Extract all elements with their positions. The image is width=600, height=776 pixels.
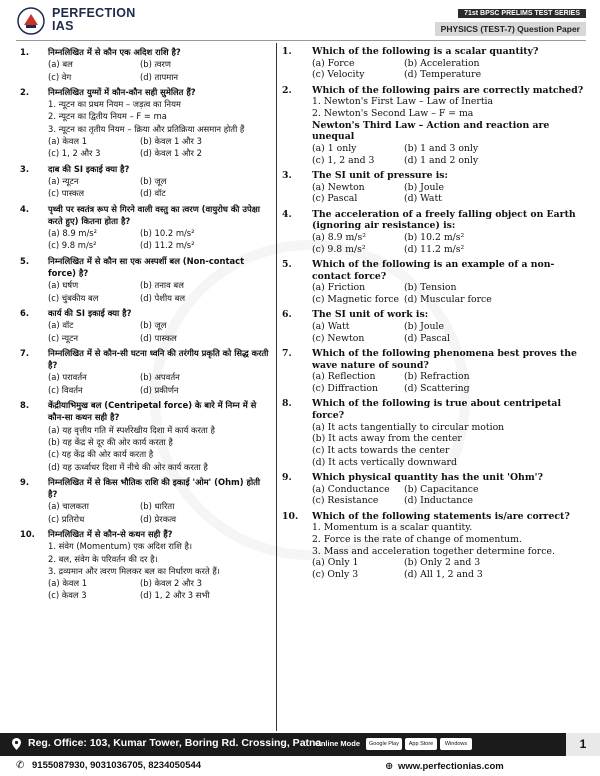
question-text: The SI unit of work is: [312, 309, 429, 321]
answer-option: (b) Acceleration [404, 57, 480, 69]
question-item [14, 86, 272, 160]
options-grid [312, 557, 586, 580]
answer-option: (c) 9.8 m/s² [312, 243, 366, 255]
answer-option: (b) त्वरण [140, 59, 171, 70]
question-number: 6. [20, 307, 30, 318]
options-grid [312, 182, 586, 205]
question-text: निम्नलिखित में से कौन-सी घटना ध्वनि की तरंगीय प्रकृति को सिद्ध करती है? [48, 347, 269, 371]
question-number: 4. [282, 208, 292, 220]
answer-option: (d) वॉट [140, 188, 166, 199]
answer-option: (c) न्यूटन [48, 332, 78, 343]
answer-option: (a) Newton [312, 181, 365, 193]
answer-option: (d) तापमान [140, 71, 179, 82]
answer-option: (c) प्रतिरोध [48, 513, 85, 524]
answer-option: (b) तनाव बल [140, 280, 184, 291]
question-number: 5. [282, 258, 292, 270]
location-pin-icon [12, 738, 21, 750]
question-number: 1. [282, 46, 292, 57]
answer-option: (a) न्यूटन [48, 175, 79, 186]
answer-option: (c) 9.8 m/s² [48, 240, 97, 251]
question-item [14, 46, 272, 83]
app-store-badge[interactable]: App Store [405, 738, 437, 750]
answer-option: (a) Conductance [312, 483, 390, 495]
answer-option: (a) It acts tangentially to circular motion [312, 421, 505, 433]
question-text: 3. न्यूटन का तृतीय नियम – क्रिया और प्रतिक्रिया असमान होती हैं [48, 123, 245, 134]
answer-option: (b) अपवर्तन [140, 372, 180, 383]
question-body [312, 398, 586, 468]
answer-option: (b) 10.2 m/s² [404, 232, 465, 244]
options-grid [48, 58, 272, 83]
options-grid [48, 500, 272, 525]
question-text: Which of the following is an example of a non-contact force? [312, 258, 555, 282]
answer-option: (b) जूल [140, 175, 167, 186]
question-body [312, 170, 586, 205]
answer-option: (a) Only 1 [312, 557, 359, 569]
answer-option: (c) Resistance [312, 495, 379, 507]
answer-option: (d) केवल 1 और 2 [140, 148, 202, 159]
answer-option: (d) Watt [404, 193, 442, 205]
answer-option: (c) Velocity [312, 69, 365, 81]
question-body [312, 511, 586, 581]
answer-option: (b) केवल 1 और 3 [140, 136, 202, 147]
answer-option: (b) Joule [404, 181, 444, 193]
paper-title: PHYSICS (TEST-7) Question Paper [435, 22, 586, 36]
options-grid [48, 175, 272, 200]
question-body [312, 309, 586, 344]
question-item [14, 528, 272, 602]
question-item [282, 511, 586, 581]
question-number: 9. [20, 476, 30, 487]
question-text: Which of the following pairs are correctly matched? [312, 84, 584, 96]
options-grid [48, 279, 272, 304]
answer-option: (c) 1, 2 and 3 [312, 154, 375, 166]
question-item [14, 255, 272, 304]
question-text: 1. न्यूटन का प्रथम नियम – जड़त्व का नियम [48, 99, 181, 110]
phone-numbers: 9155087930, 9031036705, 8234050544 [32, 760, 202, 771]
answer-option: (d) All 1, 2 and 3 [404, 569, 483, 581]
question-item [282, 259, 586, 306]
options-grid [312, 143, 586, 166]
perfection-ias-logo-icon [16, 6, 46, 36]
question-body [48, 399, 272, 473]
question-body [312, 46, 586, 81]
question-number: 2. [282, 84, 292, 96]
answer-option: (a) 8.9 m/s² [312, 232, 366, 244]
answer-option: (b) 1 and 3 only [404, 143, 479, 155]
options-grid [312, 371, 586, 394]
question-number: 7. [282, 347, 292, 359]
question-number: 9. [282, 471, 292, 483]
options-grid [48, 371, 272, 396]
answer-option: (c) Pascal [312, 193, 358, 205]
question-body [48, 46, 272, 83]
question-text: पृथ्वी पर स्वतंत्र रूप से गिरने वाली वस्तु का त्वरण (वायुरोध की उपेक्षा करते हुए) कितना होता है? [48, 203, 260, 226]
question-body [312, 348, 586, 395]
answer-option: (a) चालकता [48, 501, 89, 512]
answer-option: (a) घर्षण [48, 280, 79, 291]
answer-option: (d) प्रकीर्णन [140, 384, 179, 395]
answer-option: (c) Only 3 [312, 569, 359, 581]
options-grid [312, 321, 586, 344]
answer-option: (d) Scattering [404, 382, 470, 394]
answer-option: (a) Force [312, 57, 355, 69]
globe-icon: ⊕ [385, 761, 394, 772]
answer-option: (b) यह केंद्र से दूर की ओर कार्य करता है [48, 436, 173, 447]
question-item [282, 85, 586, 167]
question-body [48, 163, 272, 200]
question-item [14, 476, 272, 525]
column-divider [276, 43, 277, 731]
answer-option: (a) 1 only [312, 143, 357, 155]
question-body [312, 259, 586, 306]
windows-badge[interactable]: Windows [440, 738, 472, 750]
question-body [48, 203, 272, 252]
page-header [0, 0, 600, 44]
answer-option: (a) केवल 1 [48, 578, 88, 589]
answer-option: (a) 8.9 m/s² [48, 228, 98, 239]
question-number: 10. [282, 510, 299, 522]
question-text: निम्नलिखित में से कौन एक अदिश राशि है? [48, 47, 181, 57]
answer-option: (d) It acts vertically downward [312, 456, 457, 468]
question-text: निम्नलिखित युग्मों में कौन-कौन सही सुमेलित हैं? [48, 86, 196, 97]
question-item [14, 203, 272, 252]
question-number: 3. [282, 170, 292, 182]
test-series-label: 71st BPSC PRELIMS TEST SERIES [458, 9, 586, 18]
question-text: The acceleration of a freely falling object on Earth (ignoring air resistance) is: [312, 208, 576, 232]
answer-option: (b) Tension [404, 282, 457, 294]
statement-text: Newton's Third Law – Action and reaction are unequal [312, 119, 550, 143]
header-rule [16, 40, 586, 41]
question-number: 4. [20, 203, 30, 214]
question-text: 2. बल, संवेग के परिवर्तन की दर है। [48, 553, 158, 564]
question-item [282, 46, 586, 81]
answer-option: (a) Watt [312, 320, 350, 332]
answer-option: (d) Inductance [404, 495, 473, 507]
question-item [282, 170, 586, 205]
website-link[interactable]: www.perfectionias.com [398, 761, 504, 772]
question-item [282, 348, 586, 395]
phone-icon: ✆ [16, 760, 25, 771]
page-footer [0, 733, 600, 776]
answer-option: (b) Joule [404, 320, 444, 332]
question-text: दाब की SI इकाई क्या है? [48, 163, 130, 174]
question-text: निम्नलिखित में से कौन-से कथन सही हैं? [48, 528, 173, 539]
answer-option: (c) Diffraction [312, 382, 378, 394]
answer-option: (a) Reflection [312, 371, 376, 383]
question-number: 6. [282, 309, 292, 321]
brand-line1: PERFECTION [52, 6, 136, 20]
question-text: 2. न्यूटन का द्वितीय नियम – F = ma [48, 111, 167, 122]
question-item [14, 399, 272, 473]
brand-line2: IAS [52, 19, 74, 33]
answer-option: (d) पास्कल [140, 332, 177, 343]
answer-option: (b) Refraction [404, 371, 470, 383]
answer-option: (c) यह केंद्र की ओर कार्य करता है [48, 449, 154, 460]
question-body [48, 347, 272, 396]
question-text: निम्नलिखित में से किस भौतिक राशि की इकाई 'ओम' (Ohm) होती है? [48, 476, 261, 500]
options-grid [312, 58, 586, 81]
options-grid [312, 232, 586, 255]
options-grid [312, 484, 586, 507]
answer-option: (a) यह वृत्तीय गति में स्पर्शरेखीय दिशा में कार्य करता है [48, 424, 215, 435]
hindi-questions-column [14, 46, 272, 605]
statement-text: 1. Momentum is a scalar quantity. [312, 522, 473, 534]
question-text: Which physical quantity has the unit 'Ohm'? [312, 471, 543, 483]
question-body [48, 255, 272, 304]
english-questions-column [282, 46, 586, 584]
answer-option: (c) चुंबकीय बल [48, 292, 99, 303]
question-item [282, 309, 586, 344]
question-text: Which of the following is true about centripetal force? [312, 398, 561, 421]
answer-option: (d) Muscular force [404, 294, 492, 306]
answer-option: (d) प्रेरकत्व [140, 513, 177, 524]
statement-text: 2. Force is the rate of change of momentum. [312, 533, 522, 545]
answer-option: (a) बल [48, 59, 73, 70]
answer-option: (a) केवल 1 [48, 136, 88, 147]
answer-option: (d) 1, 2 और 3 सभी [140, 590, 210, 601]
answer-option: (b) Only 2 and 3 [404, 557, 481, 569]
options-grid [48, 227, 272, 252]
question-body [48, 476, 272, 525]
footer-bar [0, 733, 600, 756]
answer-option: (b) 10.2 m/s² [140, 228, 195, 239]
answer-option: (c) पास्कल [48, 188, 85, 199]
question-body [48, 86, 272, 160]
google-play-badge[interactable]: Google Play [366, 738, 402, 750]
answer-option: (d) 11.2 m/s² [404, 243, 465, 255]
statement-text: 2. Newton's Second Law – F = ma [312, 108, 474, 120]
answer-option: (c) वेग [48, 71, 72, 82]
question-item [14, 347, 272, 396]
answer-option: (c) 1, 2 और 3 [48, 148, 101, 159]
question-text: केंद्रीयाभिमुख बल (Centripetal force) के बारे में निम्न में से कौन-सा कथन सही है? [48, 400, 257, 423]
question-number: 8. [20, 400, 30, 411]
office-address: Reg. Office: 103, Kumar Tower, Boring Rd. Crossing, Patna [28, 737, 322, 749]
answer-option: (a) परावर्तन [48, 372, 87, 383]
question-text: 3. द्रव्यमान और त्वरण मिलकर बल का निर्धारण करते हैं। [48, 565, 220, 576]
question-item [282, 209, 586, 256]
answer-option: (c) विवर्तन [48, 384, 83, 395]
question-number: 7. [20, 347, 30, 358]
question-body [48, 528, 272, 602]
brand-name [52, 7, 136, 33]
answer-option: (b) केवल 2 और 3 [140, 578, 202, 589]
question-text: कार्य की SI इकाई क्या है? [48, 307, 132, 318]
question-number: 8. [282, 398, 292, 410]
answer-option: (d) यह ऊर्ध्वाधर दिशा में नीचे की ओर कार्य करता है [48, 461, 208, 472]
answer-option: (c) Newton [312, 332, 365, 344]
page-number: 1 [566, 733, 600, 756]
statement-text: 3. Mass and acceleration together determine force. [312, 545, 555, 557]
options-grid [48, 577, 272, 602]
question-item [282, 398, 586, 468]
answer-option: (d) Pascal [404, 332, 451, 344]
question-body [312, 85, 586, 167]
options-grid [312, 282, 586, 305]
answer-option: (a) Friction [312, 282, 366, 294]
question-text: Which of the following statements is/are correct? [312, 510, 570, 522]
answer-option: (c) केवल 3 [48, 590, 87, 601]
answer-option: (c) Magnetic force [312, 294, 399, 306]
answer-option: (b) धारिता [140, 501, 175, 512]
answer-option: (d) पेशीय बल [140, 292, 186, 303]
question-text: निम्नलिखित में से कौन सा एक अस्पर्शी बल (Non-contact force) है? [48, 255, 245, 279]
question-number: 3. [20, 163, 30, 174]
options-grid [48, 319, 272, 344]
question-text: Which of the following is a scalar quantity? [312, 46, 539, 57]
question-item [14, 307, 272, 344]
statement-text: 1. Newton's First Law – Law of Inertia [312, 96, 494, 108]
question-body [48, 307, 272, 344]
question-text: The SI unit of pressure is: [312, 170, 448, 182]
answer-option: (d) Temperature [404, 69, 482, 81]
answer-option: (d) 1 and 2 only [404, 154, 479, 166]
question-body [312, 472, 586, 507]
question-number: 1. [20, 47, 30, 57]
question-body [312, 209, 586, 256]
answer-option: (d) 11.2 m/s² [140, 240, 195, 251]
options-grid [48, 135, 272, 160]
answer-option: (b) It acts away from the center [312, 433, 462, 445]
answer-option: (b) जूल [140, 320, 167, 331]
question-number: 5. [20, 255, 30, 266]
answer-option: (b) Capacitance [404, 483, 479, 495]
answer-option: (c) It acts towards the center [312, 445, 450, 456]
question-text: Which of the following phenomena best proves the wave nature of sound? [312, 347, 577, 371]
question-text: 1. संवेग (Momentum) एक अदिश राशि है। [48, 541, 193, 552]
question-number: 10. [20, 528, 35, 539]
online-mode-label: Online Mode [315, 739, 360, 748]
question-item [282, 472, 586, 507]
question-item [14, 163, 272, 200]
answer-option: (a) वॉट [48, 320, 74, 331]
question-number: 2. [20, 86, 30, 97]
